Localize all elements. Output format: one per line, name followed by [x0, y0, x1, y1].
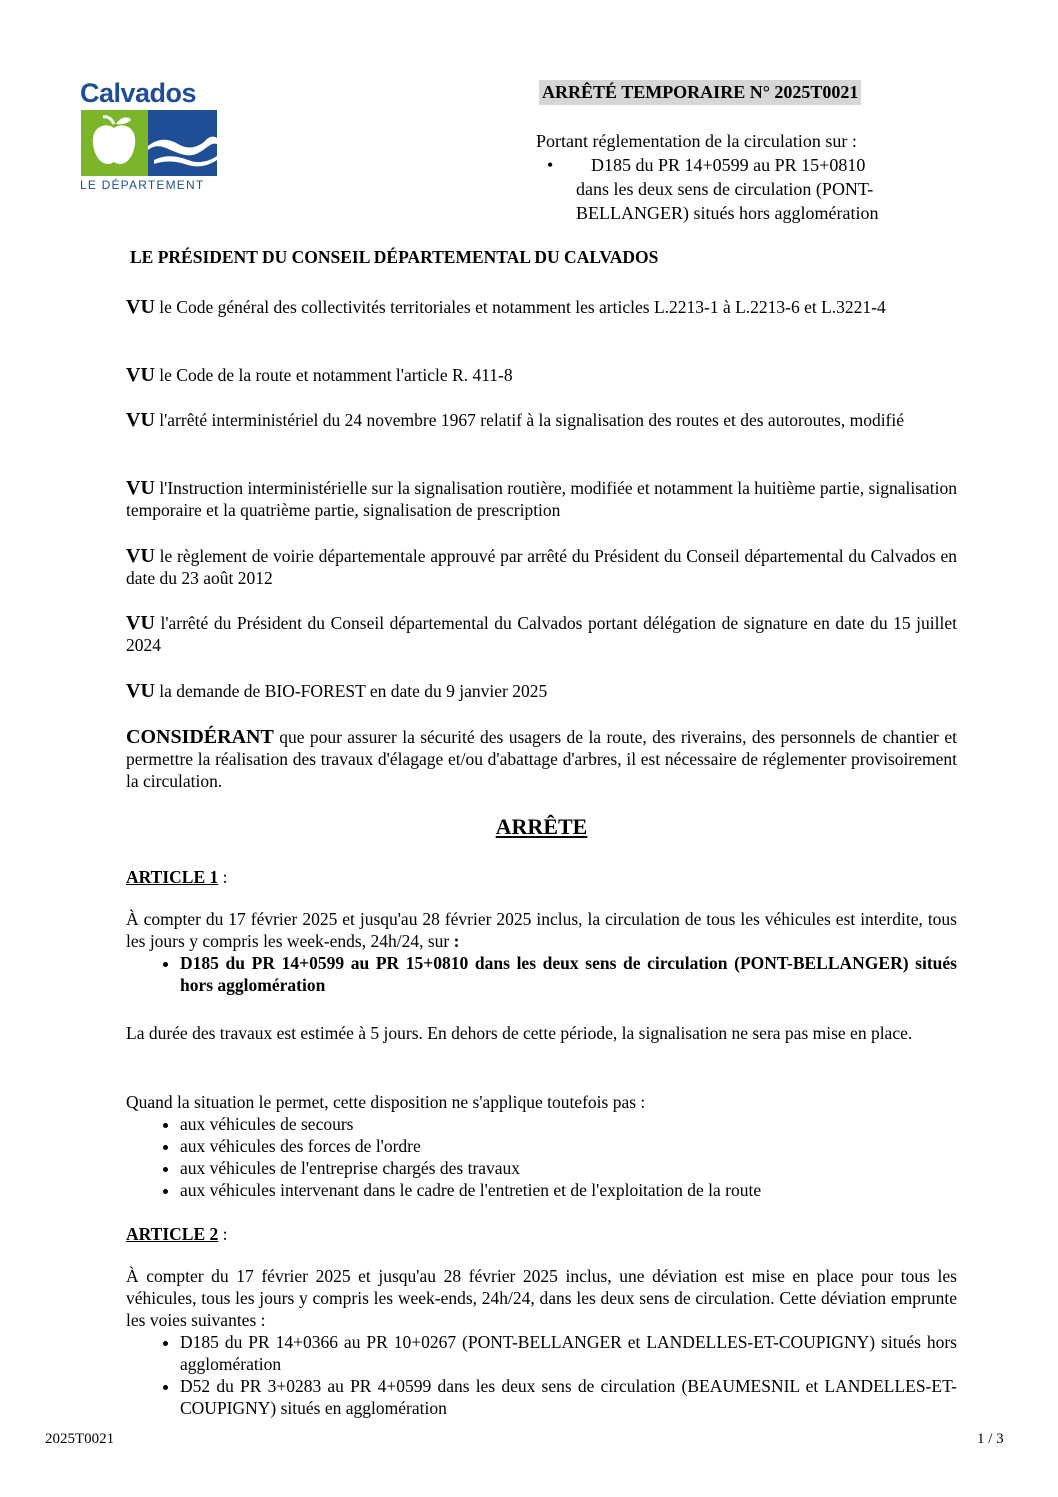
considerant-label: CONSIDÉRANT [126, 726, 274, 748]
vu-text: le Code général des collectivités territoriales et notamment les articles L.2213-1 à L.2213-6 et L.3221-4 [159, 297, 886, 317]
list-item: • D185 du PR 14+0599 au PR 15+0810 dans les deux sens de circulation (PONT-BELLANGER) situés hors agglomération [180, 952, 957, 996]
portant-line: BELLANGER) situés hors agglomération [576, 203, 879, 223]
article-1-road-list [126, 952, 957, 996]
list-item: • D185 du PR 14+0366 au PR 10+0267 (PONT-BELLANGER et LANDELLES-ET-COUPIGNY) situés hors agglomération [180, 1331, 957, 1375]
article-1-intro-colon: : [453, 931, 460, 951]
article-1-heading [126, 866, 957, 888]
vu-text: le Code de la route et notamment l'article R. 411-8 [159, 365, 513, 385]
vu-text: la demande de BIO-FOREST en date du 9 janvier 2025 [159, 681, 548, 701]
article-2-intro: À compter du 17 février 2025 et jusqu'au 28 février 2025 inclus, une déviation est mise en place pour tous les véhicules, tous les jours y compris les week-ends, 24h/24, dans les deux sens de circulation. Cette déviation emprunte les voies suivantes : [126, 1266, 957, 1330]
article-1-intro [126, 908, 957, 952]
list-item: • aux véhicules de l'entreprise chargés des travaux [180, 1157, 957, 1179]
list-item: • aux véhicules intervenant dans le cadre de l'entretien et de l'exploitation de la route [180, 1179, 957, 1201]
vu-paragraph [126, 296, 957, 318]
vu-label: VU [126, 612, 155, 634]
vu-label: VU [126, 409, 155, 431]
article-1-exceptions [126, 1091, 957, 1201]
vu-label: VU [126, 680, 155, 702]
list-item: • aux véhicules de secours [180, 1113, 957, 1135]
vu-paragraph [126, 680, 957, 702]
vu-text: l'arrêté du Président du Conseil départemental du Calvados portant délégation de signature en date du 15 juillet 2024 [126, 613, 958, 655]
arrete-heading: ARRÊTE [495, 814, 588, 839]
vu-text: le règlement de voirie départementale approuvé par arrêté du Président du Conseil départemental du Calvados en date du 23 août 2012 [126, 546, 958, 588]
vu-label: VU [126, 296, 155, 318]
page-number: 1 / 3 [977, 1431, 1004, 1447]
arrete-title: ARRÊTÉ TEMPORAIRE N° 2025T0021 [539, 80, 861, 105]
vu-text: l'Instruction interministérielle sur la signalisation routière, modifiée et notamment la huitième partie, signalisation temporaire et la quatrième partie, signalisation de prescription [126, 478, 958, 520]
vu-paragraph [126, 409, 957, 431]
article-2-body [126, 1265, 957, 1419]
exceptions-intro: Quand la situation le permet, cette disposition ne s'applique toutefois pas : [126, 1092, 646, 1112]
deviation-list [126, 1331, 957, 1419]
vu-label: VU [126, 545, 155, 567]
vu-paragraph [126, 364, 957, 386]
article-title-suffix: : [218, 1224, 228, 1244]
footer-reference: 2025T0021 [45, 1431, 115, 1447]
article-1-body [126, 908, 957, 996]
exceptions-list [126, 1113, 957, 1201]
logo-brand: Calvados [80, 78, 197, 108]
list-item: • D52 du PR 3+0283 au PR 4+0599 dans les deux sens de circulation (BEAUMESNIL et LANDELLES-ET-COUPIGNY) situés en agglomération [180, 1375, 957, 1419]
article-1-intro-text: À compter du 17 février 2025 et jusqu'au 28 février 2025 inclus, la circulation de tous les véhicules est interdite, tous les jours y compris les week-ends, 24h/24, sur [126, 909, 957, 951]
vu-label: VU [126, 364, 155, 386]
apple-icon-panel [81, 110, 148, 176]
considerant-text: que pour assurer la sécurité des usagers de la route, des riverains, des personnels de chantier et permettre la réalisation des travaux d'élagage et/ou d'abattage d'arbres, il est nécessaire de réglementer provisoirement la circulation. [126, 727, 957, 791]
article-1-duree: La durée des travaux est estimée à 5 jours. En dehors de cette période, la signalisation ne sera pas mise en place. [126, 1023, 913, 1043]
portant-bullet: • D185 du PR 14+0599 au PR 15+0810 [536, 153, 936, 177]
vu-text: l'arrêté interministériel du 24 novembre 1967 relatif à la signalisation des routes et des autoroutes, modifié [159, 410, 905, 430]
vu-paragraph [126, 545, 957, 589]
logo-subtitle: LE DÉPARTEMENT [80, 178, 205, 192]
article-title: ARTICLE 1 [126, 867, 219, 887]
article-title-suffix: : [218, 867, 228, 887]
apple-icon [81, 110, 148, 176]
portant-block [536, 129, 936, 225]
considerant-paragraph [126, 726, 957, 792]
article-2-heading [126, 1223, 957, 1245]
list-item: • aux véhicules des forces de l'ordre [180, 1135, 957, 1157]
vu-label: VU [126, 477, 155, 499]
calvados-logo [78, 78, 220, 196]
waves-icon [148, 110, 217, 176]
article-title: ARTICLE 2 [126, 1224, 219, 1244]
portant-line: dans les deux sens de circulation (PONT- [576, 179, 874, 199]
president-heading: LE PRÉSIDENT DU CONSEIL DÉPARTEMENTAL DU CALVADOS [130, 247, 659, 267]
waves-icon-panel [148, 110, 217, 176]
vu-paragraph [126, 477, 957, 521]
portant-line: Portant réglementation de la circulation sur : [536, 131, 857, 151]
vu-paragraph [126, 612, 957, 656]
